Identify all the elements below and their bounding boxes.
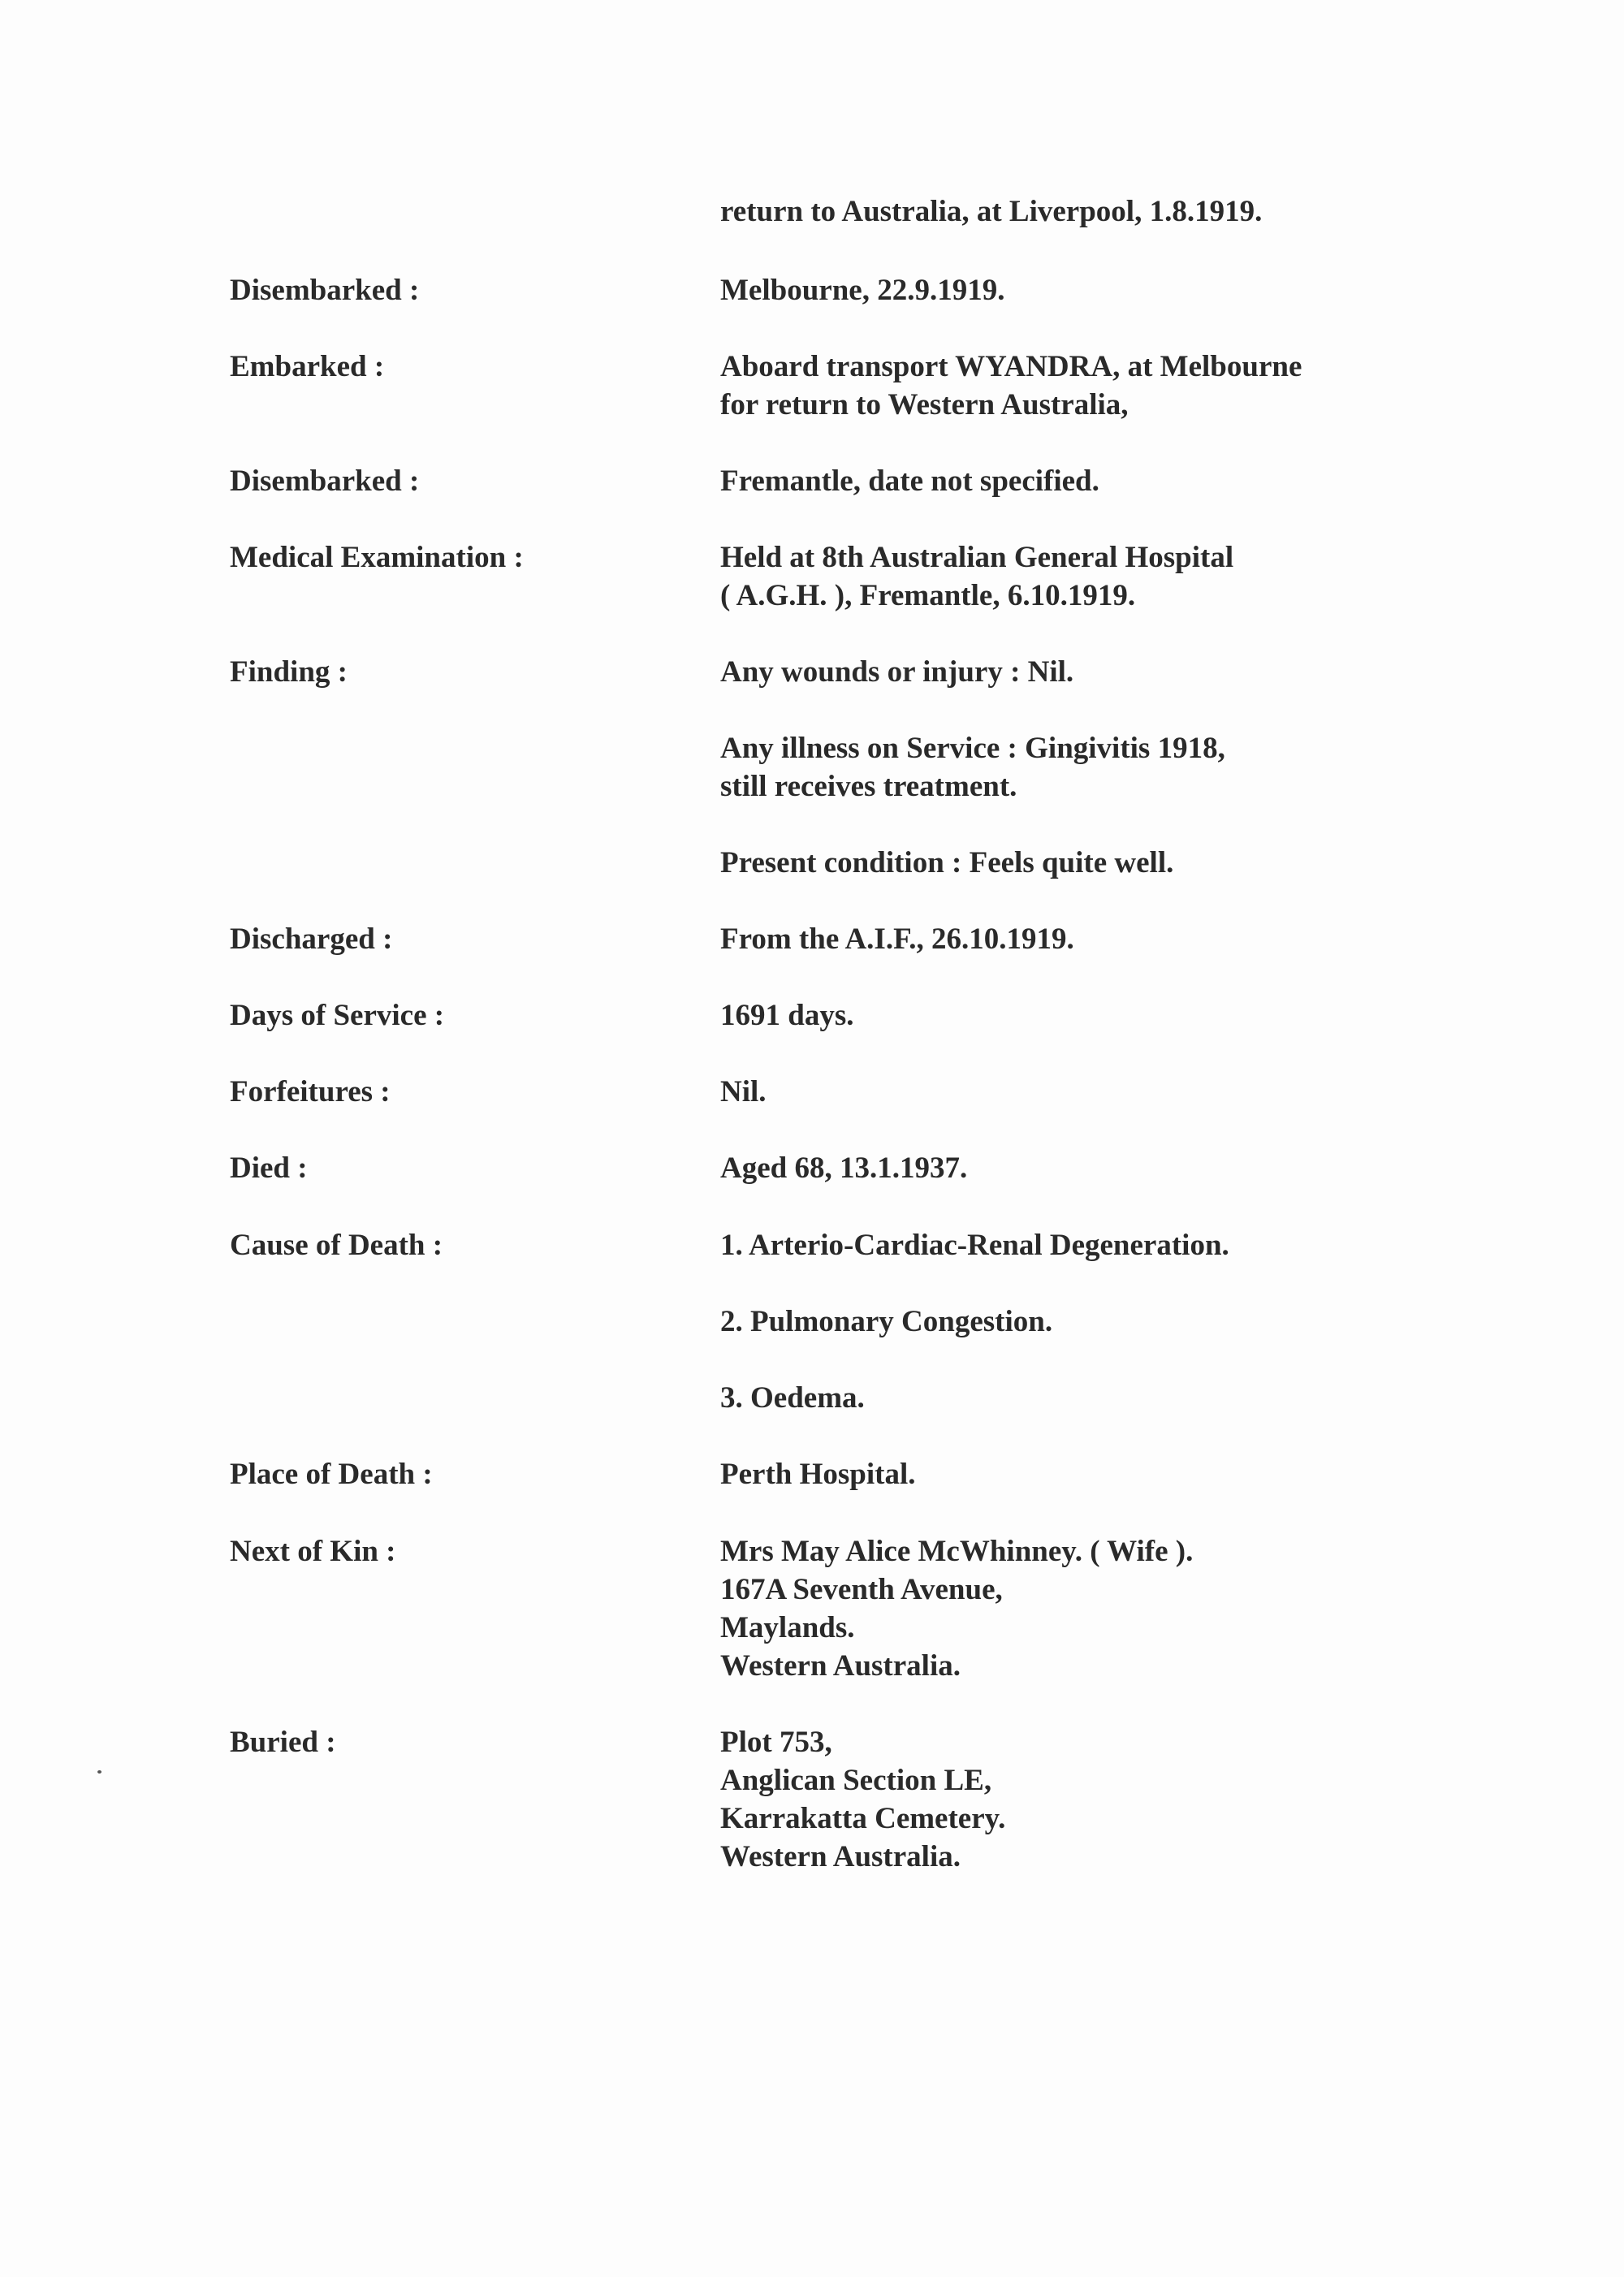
label-died: Died : — [230, 1151, 308, 1185]
continuation-text: return to Australia, at Liverpool, 1.8.1919. — [720, 195, 1263, 228]
value-cause-1: 1. Arterio-Cardiac-Renal Degeneration. — [720, 1229, 1229, 1262]
value-days-of-service: 1691 days. — [720, 999, 854, 1032]
value-cause-2: 2. Pulmonary Congestion. — [720, 1305, 1053, 1338]
value-died: Aged 68, 13.1.1937. — [720, 1151, 968, 1185]
label-forfeitures: Forfeitures : — [230, 1075, 391, 1108]
value-finding-wounds: Any wounds or injury : Nil. — [720, 655, 1074, 689]
label-discharged: Discharged : — [230, 922, 393, 956]
label-finding: Finding : — [230, 655, 348, 689]
value-discharged: From the A.I.F., 26.10.1919. — [720, 922, 1074, 956]
value-embarked: Aboard transport WYANDRA, at Melbourne for return to Western Australia, — [720, 350, 1302, 421]
label-days-of-service: Days of Service : — [230, 999, 445, 1032]
value-disembarked-melbourne: Melbourne, 22.9.1919. — [720, 274, 1005, 307]
label-disembarked-fremantle: Disembarked : — [230, 464, 420, 498]
value-buried: Plot 753, Anglican Section LE, Karrakatta Cemetery. Western Australia. — [720, 1726, 1006, 1873]
label-cause-of-death: Cause of Death : — [230, 1229, 443, 1262]
value-place-of-death: Perth Hospital. — [720, 1458, 916, 1491]
value-cause-3: 3. Oedema. — [720, 1381, 865, 1415]
label-disembarked-melbourne: Disembarked : — [230, 274, 420, 307]
value-medical-examination: Held at 8th Australian General Hospital ( A.G.H. ), Fremantle, 6.10.1919. — [720, 541, 1234, 612]
value-finding-condition: Present condition : Feels quite well. — [720, 846, 1174, 879]
value-next-of-kin: Mrs May Alice McWhinney. ( Wife ). 167A Seventh Avenue, Maylands. Western Australia. — [720, 1535, 1194, 1683]
label-embarked: Embarked : — [230, 350, 385, 383]
value-forfeitures: Nil. — [720, 1075, 767, 1108]
value-disembarked-fremantle: Fremantle, date not specified. — [720, 464, 1099, 498]
label-place-of-death: Place of Death : — [230, 1458, 433, 1491]
scan-speck — [97, 1770, 102, 1774]
value-finding-illness: Any illness on Service : Gingivitis 1918, still receives treatment. — [720, 732, 1225, 803]
label-medical-examination: Medical Examination : — [230, 541, 524, 574]
label-buried: Buried : — [230, 1726, 336, 1759]
label-next-of-kin: Next of Kin : — [230, 1535, 396, 1568]
